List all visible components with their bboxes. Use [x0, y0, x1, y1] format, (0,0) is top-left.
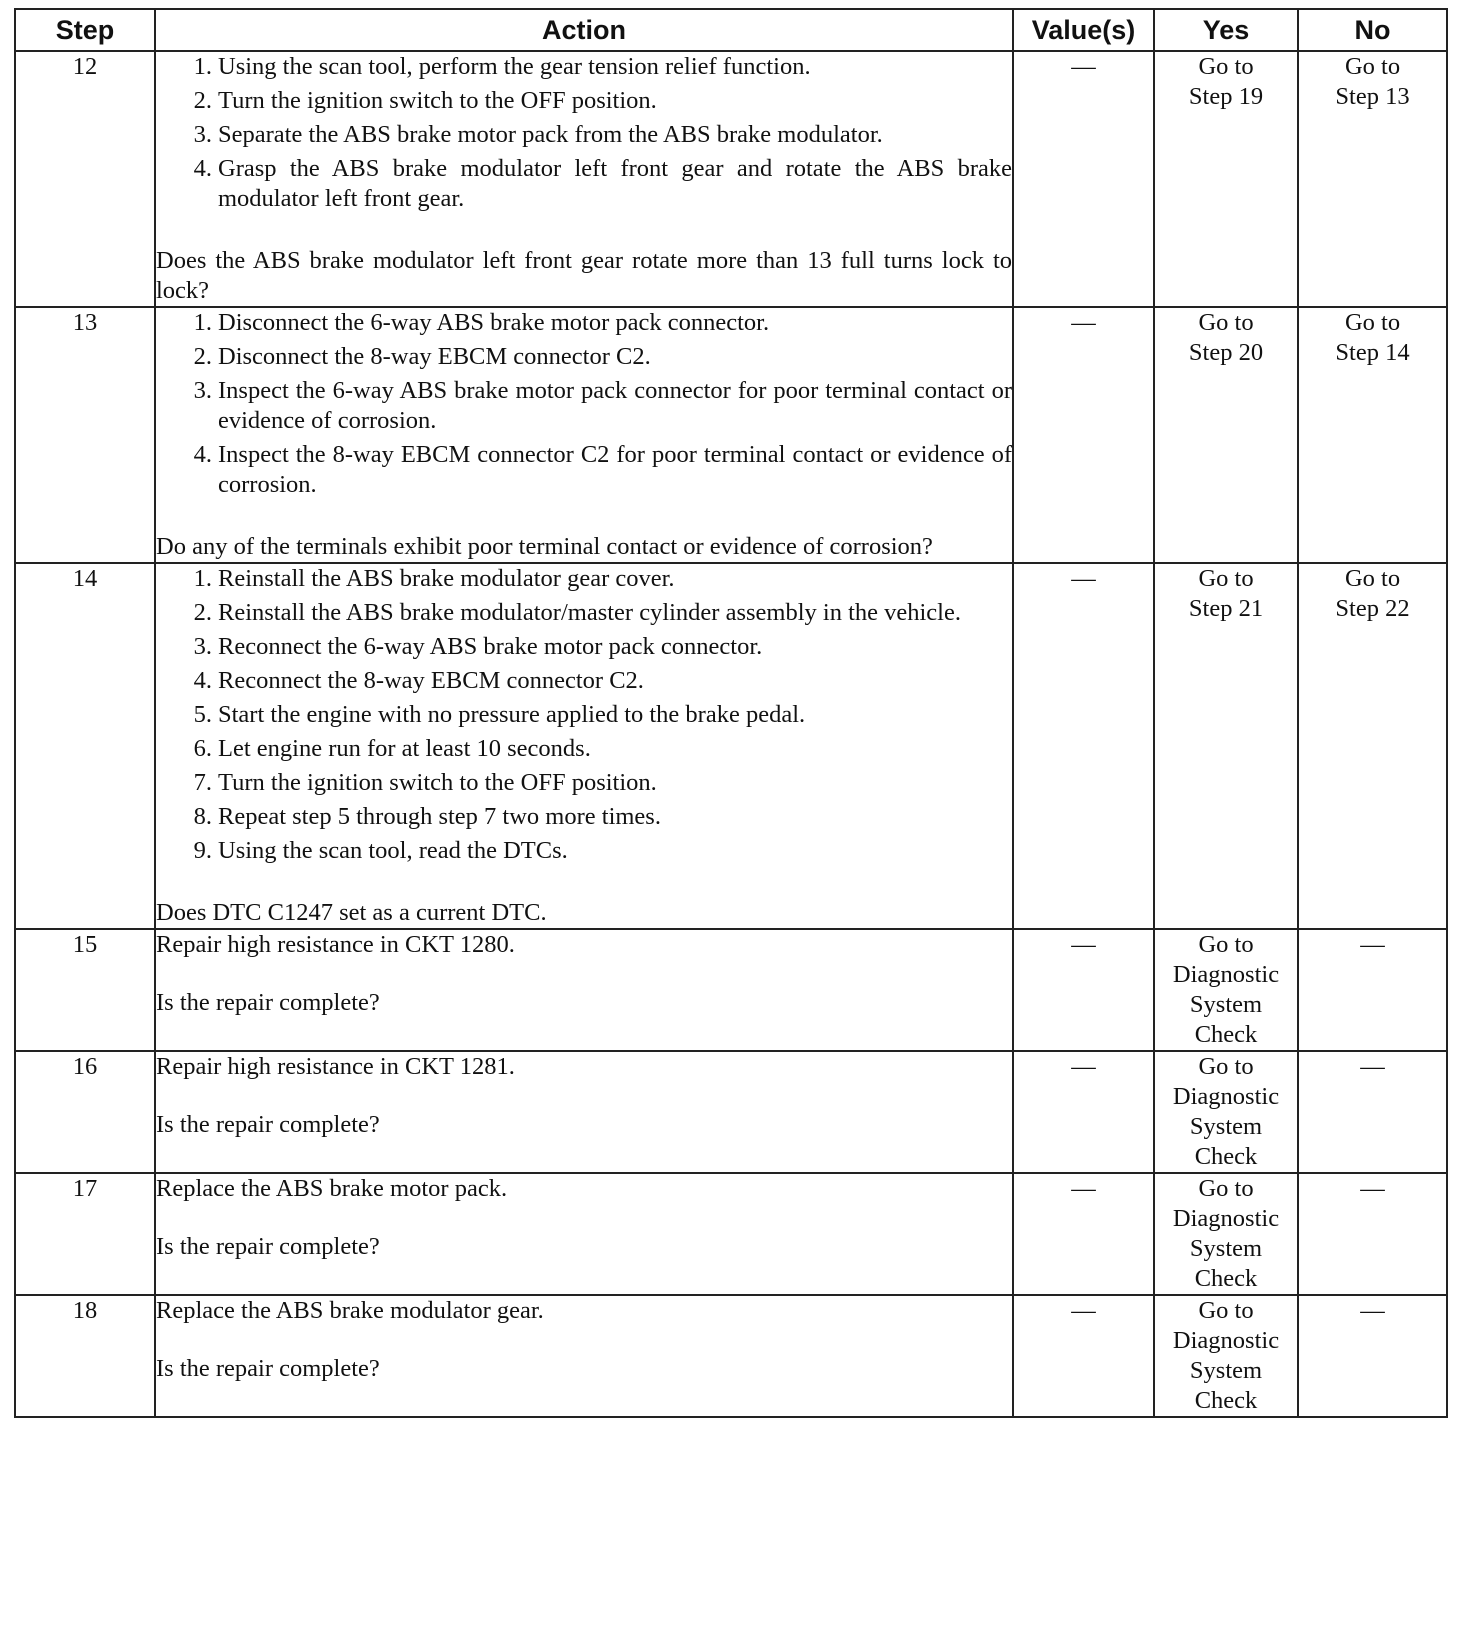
header-yes: Yes — [1154, 9, 1298, 51]
spacer — [156, 1204, 1012, 1232]
action-instruction: Replace the ABS brake motor pack. — [156, 1175, 508, 1202]
action-question: Is the repair complete? — [156, 1355, 380, 1382]
yes-line: Go to — [1198, 53, 1254, 80]
yes-line: System — [1189, 991, 1263, 1018]
action-step-number: 2. — [193, 87, 212, 114]
action-step-item — [156, 120, 1012, 150]
yes-cell — [1154, 1051, 1298, 1173]
action-step-item — [156, 802, 1012, 832]
action-step-text: Reconnect the 8-way EBCM connector C2. — [218, 667, 644, 694]
action-instruction: Repair high resistance in CKT 1281. — [156, 1053, 515, 1080]
no-line: — — [1360, 931, 1385, 958]
action-step-text: Reinstall the ABS brake modulator/master cylinder assembly in the vehicle. — [218, 599, 961, 626]
spacer — [156, 504, 1012, 532]
action-question: Is the repair complete? — [156, 989, 380, 1016]
no-line: Step 13 — [1335, 83, 1410, 110]
yes-line: Step 19 — [1188, 83, 1264, 110]
yes-line: Go to — [1198, 1175, 1254, 1202]
step-number: 15 — [15, 929, 155, 1051]
value-cell: — — [1013, 563, 1154, 929]
yes-line: Go to — [1198, 309, 1254, 336]
action-cell — [155, 563, 1013, 929]
yes-line: Diagnostic — [1172, 1083, 1280, 1110]
yes-line: Go to — [1198, 565, 1254, 592]
action-step-item — [156, 376, 1012, 436]
action-cell — [155, 1051, 1013, 1173]
action-step-text: Turn the ignition switch to the OFF position. — [218, 769, 657, 796]
diagnostic-table — [14, 8, 1448, 1418]
action-question: Is the repair complete? — [156, 1111, 380, 1138]
yes-line: System — [1189, 1357, 1263, 1384]
action-step-text: Using the scan tool, read the DTCs. — [218, 837, 568, 864]
action-question: Do any of the terminals exhibit poor terminal contact or evidence of corrosion? — [156, 533, 933, 560]
yes-cell — [1154, 307, 1298, 563]
action-step-text: Start the engine with no pressure applied to the brake pedal. — [218, 701, 806, 728]
action-steps-list — [156, 308, 1012, 500]
action-step-text: Grasp the ABS brake modulator left front gear and rotate the ABS brake modulator left front gear. — [218, 155, 1012, 212]
action-instruction: Replace the ABS brake modulator gear. — [156, 1297, 544, 1324]
action-step-item — [156, 700, 1012, 730]
yes-line: Go to — [1198, 1297, 1254, 1324]
header-action: Action — [155, 9, 1013, 51]
yes-line: Diagnostic — [1172, 961, 1280, 988]
table-row — [15, 1051, 1447, 1173]
action-step-text: Repeat step 5 through step 7 two more times. — [218, 803, 661, 830]
action-step-number: 3. — [193, 633, 212, 660]
header-values: Value(s) — [1013, 9, 1154, 51]
yes-line: Go to — [1198, 931, 1254, 958]
action-step-number: 6. — [193, 735, 212, 762]
yes-cell — [1154, 1295, 1298, 1417]
action-step-number: 8. — [193, 803, 212, 830]
spacer — [156, 218, 1012, 246]
no-line: Go to — [1344, 53, 1401, 80]
action-step-number: 1. — [193, 309, 212, 336]
action-step-number: 4. — [193, 667, 212, 694]
action-step-text: Turn the ignition switch to the OFF position. — [218, 87, 657, 114]
yes-line: System — [1189, 1235, 1263, 1262]
table-row — [15, 1173, 1447, 1295]
action-step-number: 7. — [193, 769, 212, 796]
step-number: 17 — [15, 1173, 155, 1295]
yes-line: Diagnostic — [1172, 1327, 1280, 1354]
table-row — [15, 1295, 1447, 1417]
step-number: 14 — [15, 563, 155, 929]
no-line: Step 22 — [1335, 595, 1410, 622]
yes-line: Diagnostic — [1172, 1205, 1280, 1232]
no-cell — [1298, 51, 1447, 307]
action-step-item — [156, 632, 1012, 662]
action-step-number: 1. — [193, 565, 212, 592]
action-step-number: 3. — [193, 377, 212, 404]
action-cell — [155, 51, 1013, 307]
yes-line: Check — [1194, 1387, 1258, 1414]
action-step-text: Let engine run for at least 10 seconds. — [218, 735, 591, 762]
table-row — [15, 929, 1447, 1051]
action-step-item — [156, 598, 1012, 628]
action-cell — [155, 1173, 1013, 1295]
action-step-item — [156, 564, 1012, 594]
action-steps-list — [156, 52, 1012, 214]
action-step-item — [156, 440, 1012, 500]
action-step-number: 4. — [193, 155, 212, 182]
value-cell: — — [1013, 1051, 1154, 1173]
action-step-item — [156, 836, 1012, 866]
yes-cell — [1154, 929, 1298, 1051]
no-line: — — [1360, 1053, 1385, 1080]
action-question: Does DTC C1247 set as a current DTC. — [156, 899, 547, 926]
table-row — [15, 307, 1447, 563]
header-step: Step — [15, 9, 155, 51]
no-line: Go to — [1344, 309, 1401, 336]
table-header — [15, 9, 1447, 51]
value-cell: — — [1013, 51, 1154, 307]
action-question: Is the repair complete? — [156, 1233, 380, 1260]
step-number: 18 — [15, 1295, 155, 1417]
yes-line: System — [1189, 1113, 1263, 1140]
action-step-item — [156, 154, 1012, 214]
action-step-number: 3. — [193, 121, 212, 148]
action-step-text: Reinstall the ABS brake modulator gear cover. — [218, 565, 675, 592]
yes-cell — [1154, 51, 1298, 307]
no-line: Go to — [1344, 565, 1401, 592]
no-line: Step 14 — [1335, 339, 1410, 366]
step-number: 16 — [15, 1051, 155, 1173]
table-body — [15, 51, 1447, 1417]
action-steps-list — [156, 564, 1012, 866]
no-line: — — [1360, 1297, 1385, 1324]
yes-line: Step 20 — [1188, 339, 1264, 366]
action-step-text: Using the scan tool, perform the gear tension relief function. — [218, 53, 811, 80]
value-cell: — — [1013, 1295, 1154, 1417]
action-step-text: Inspect the 6-way ABS brake motor pack connector for poor terminal contact or evidence of corrosion. — [218, 377, 1012, 434]
action-step-item — [156, 342, 1012, 372]
action-step-text: Inspect the 8-way EBCM connector C2 for poor terminal contact or evidence of corrosion. — [218, 441, 1012, 498]
action-step-number: 9. — [193, 837, 212, 864]
header-row — [15, 9, 1447, 51]
action-step-text: Reconnect the 6-way ABS brake motor pack connector. — [218, 633, 763, 660]
no-cell — [1298, 1051, 1447, 1173]
no-cell — [1298, 1295, 1447, 1417]
action-step-item — [156, 308, 1012, 338]
action-step-number: 4. — [193, 441, 212, 468]
yes-cell — [1154, 1173, 1298, 1295]
step-number: 13 — [15, 307, 155, 563]
yes-line: Check — [1194, 1265, 1258, 1292]
action-step-text: Disconnect the 8-way EBCM connector C2. — [218, 343, 651, 370]
no-cell — [1298, 307, 1447, 563]
action-step-text: Disconnect the 6-way ABS brake motor pack connector. — [218, 309, 770, 336]
value-cell: — — [1013, 929, 1154, 1051]
action-step-number: 5. — [193, 701, 212, 728]
yes-line: Check — [1194, 1143, 1258, 1170]
action-cell — [155, 1295, 1013, 1417]
value-cell: — — [1013, 307, 1154, 563]
action-step-text: Separate the ABS brake motor pack from the ABS brake modulator. — [218, 121, 883, 148]
action-step-item — [156, 734, 1012, 764]
table-row — [15, 51, 1447, 307]
yes-line: Step 21 — [1188, 595, 1264, 622]
no-cell — [1298, 563, 1447, 929]
no-cell — [1298, 1173, 1447, 1295]
yes-cell — [1154, 563, 1298, 929]
spacer — [156, 1082, 1012, 1110]
action-cell — [155, 307, 1013, 563]
value-cell: — — [1013, 1173, 1154, 1295]
action-step-number: 1. — [193, 53, 212, 80]
spacer — [156, 1326, 1012, 1354]
table-row — [15, 563, 1447, 929]
no-cell — [1298, 929, 1447, 1051]
header-no: No — [1298, 9, 1447, 51]
yes-line: Check — [1194, 1021, 1258, 1048]
action-step-number: 2. — [193, 343, 212, 370]
spacer — [156, 960, 1012, 988]
action-step-item — [156, 768, 1012, 798]
action-instruction: Repair high resistance in CKT 1280. — [156, 931, 515, 958]
no-line: — — [1360, 1175, 1385, 1202]
action-step-item — [156, 52, 1012, 82]
action-step-number: 2. — [193, 599, 212, 626]
action-step-item — [156, 86, 1012, 116]
spacer — [156, 870, 1012, 898]
action-question: Does the ABS brake modulator left front gear rotate more than 13 full turns lock to lock? — [156, 247, 1012, 304]
action-cell — [155, 929, 1013, 1051]
action-step-item — [156, 666, 1012, 696]
step-number: 12 — [15, 51, 155, 307]
yes-line: Go to — [1198, 1053, 1254, 1080]
